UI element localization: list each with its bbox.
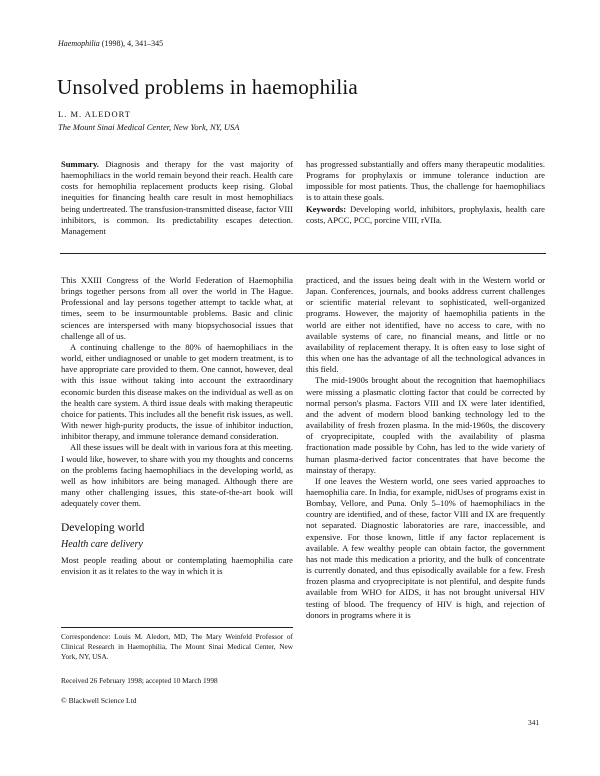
page-number: 341 (528, 718, 540, 727)
body-column-right (306, 275, 545, 621)
divider (60, 253, 546, 254)
paragraph: A continuing challenge to the 80% of haemophiliacs in the world, either undiagnosed or unable to get modern treatment, is to have appropriate care provided to them. One cannot, however, deal with this issue without taking into account the extraordinary economic burden this disease makes on the individual as well as on the health care system. A third issue deals with making therapeutic choice for patients. This includes all the benefit risk issues, as well. With newer high-purity products, the issue of inhibitor induction, inhibitor therapy, and immune tolerance demand consideration. (61, 341, 293, 442)
summary-text-cont: has progressed substantially and offers many therapeutic modalities. Programs for prophylaxis or immune tolerance induction are impossible for most patients. Thus, the challenge for haemophiliacs is to attain these goals. (306, 159, 545, 203)
summary-right (306, 159, 545, 226)
journal-citation (58, 39, 163, 48)
correspondence-note: Correspondence: Louis M. Aledort, MD, The Mary Weinfeld Professor of Clinical Research in Haemophilia, The Mount Sinai Medical Center, New York, NY, USA. (61, 632, 293, 661)
citation: (1998), 4, 341–345 (99, 39, 164, 48)
keywords-text: Developing world, inhibitors, prophylaxis, health care costs, APCC, PCC, porcine VIII, rVIIa. (306, 203, 545, 225)
keywords-label: Keywords: (306, 203, 347, 214)
received-dates: Received 26 February 1998; accepted 10 March 1998 (61, 676, 218, 685)
affiliation: The Mount Sinai Medical Center, New York, NY, USA (58, 122, 240, 132)
copyright: © Blackwell Science Ltd (61, 696, 137, 705)
paragraph: This XXIII Congress of the World Federation of Haemophilia brings together persons from all over the world in The Hague. Professional and lay persons together attempt to tackle what, at times, seem to be insurmountable problems. Basic and clinic sciences are interspersed with many biopsychosocial issues that challenge all of us. (61, 275, 293, 341)
paragraph: If one leaves the Western world, one sees varied approaches to haemophilia care. In India, for example, nidUses of programs exist in Bombay, Vellore, and Puna. Only 5–10% of haemophiliacs in the country are identified, and of these, factor VIII and IX are frequently not separated. Diagnostic laboratories are rare, inaccessible, and expensive. For those known, little if any factor replacement is available. A few wealthy people can obtain factor, the government has not made this medication a priority, and the bulk of concentrate is currently donated, and thus episodically available for a few. Fresh frozen plasma and cryoprecipitate is not plentiful, and despite funds available from WHO for AIDS, it has not brought universal HIV testing of blood. The frequency of HIV is high, and rejection of donors in programs where it is (306, 475, 545, 620)
article-title: Unsolved problems in haemophilia (57, 75, 358, 99)
footnote-divider (61, 627, 293, 628)
summary-label: Summary. (61, 159, 99, 169)
body-column-left (61, 275, 293, 578)
subsection-heading: Health care delivery (61, 539, 143, 551)
paragraph: The mid-1900s brought about the recognition that haemophiliacs were missing a plasmatic clotting factor that could be corrected by normal person's plasma. Factors VIII and IX were later identified, and the advent of modern blood banking technology led to the availability of fresh frozen plasma. In the mid-1960s, the discovery of cryoprecipitate, coupled with the availability of plasma fractionation made possible by Cohn, has led to the wide variety of human plasma-derived factor concentrates that have become the mainstay of therapy. (306, 375, 545, 475)
paragraph: All these issues will be dealt with in various fora at this meeting. I would like, however, to share with you my thoughts and concerns on the problems facing haemophiliacs in the developing world, as well as how inhibitors are being managed. Although there are many other challenging issues, this state-of-the-art book will adequately cover them. (61, 442, 293, 509)
keywords (306, 204, 545, 226)
journal-name: Haemophilia (58, 39, 100, 48)
paragraph: Most people reading about or contemplating haemophilia care envision it as it relates to the way in which it is (61, 555, 293, 577)
summary-left (61, 159, 293, 237)
paragraph: practiced, and the issues being dealt with in the Western world or Japan. Conferences, journals, and books address current challenges or scientific material relevant to sophisticated, well-organized programs. However, the majority of haemophilia patients in the world are either not identified, have no access to care, with no available systems of care, no financial means, and little or no availability of replacement therapy. It is often easy to lose sight of this when one has the advantage of all the technological advances in this field. (306, 275, 545, 375)
section-heading: Developing world (61, 522, 145, 535)
author: L. M. ALEDORT (58, 109, 131, 119)
summary-text: Diagnosis and therapy for the vast majority of haemophiliacs in the world remain beyond their reach. Health care costs for hemophilia replacement products keep rising. Global inequities for financing health care result in most hemophiliacs being undertreated. The transfusion-transmitted disease, factor VIII inhibitors, is common. Its predictability escapes detection. Management (61, 159, 293, 236)
